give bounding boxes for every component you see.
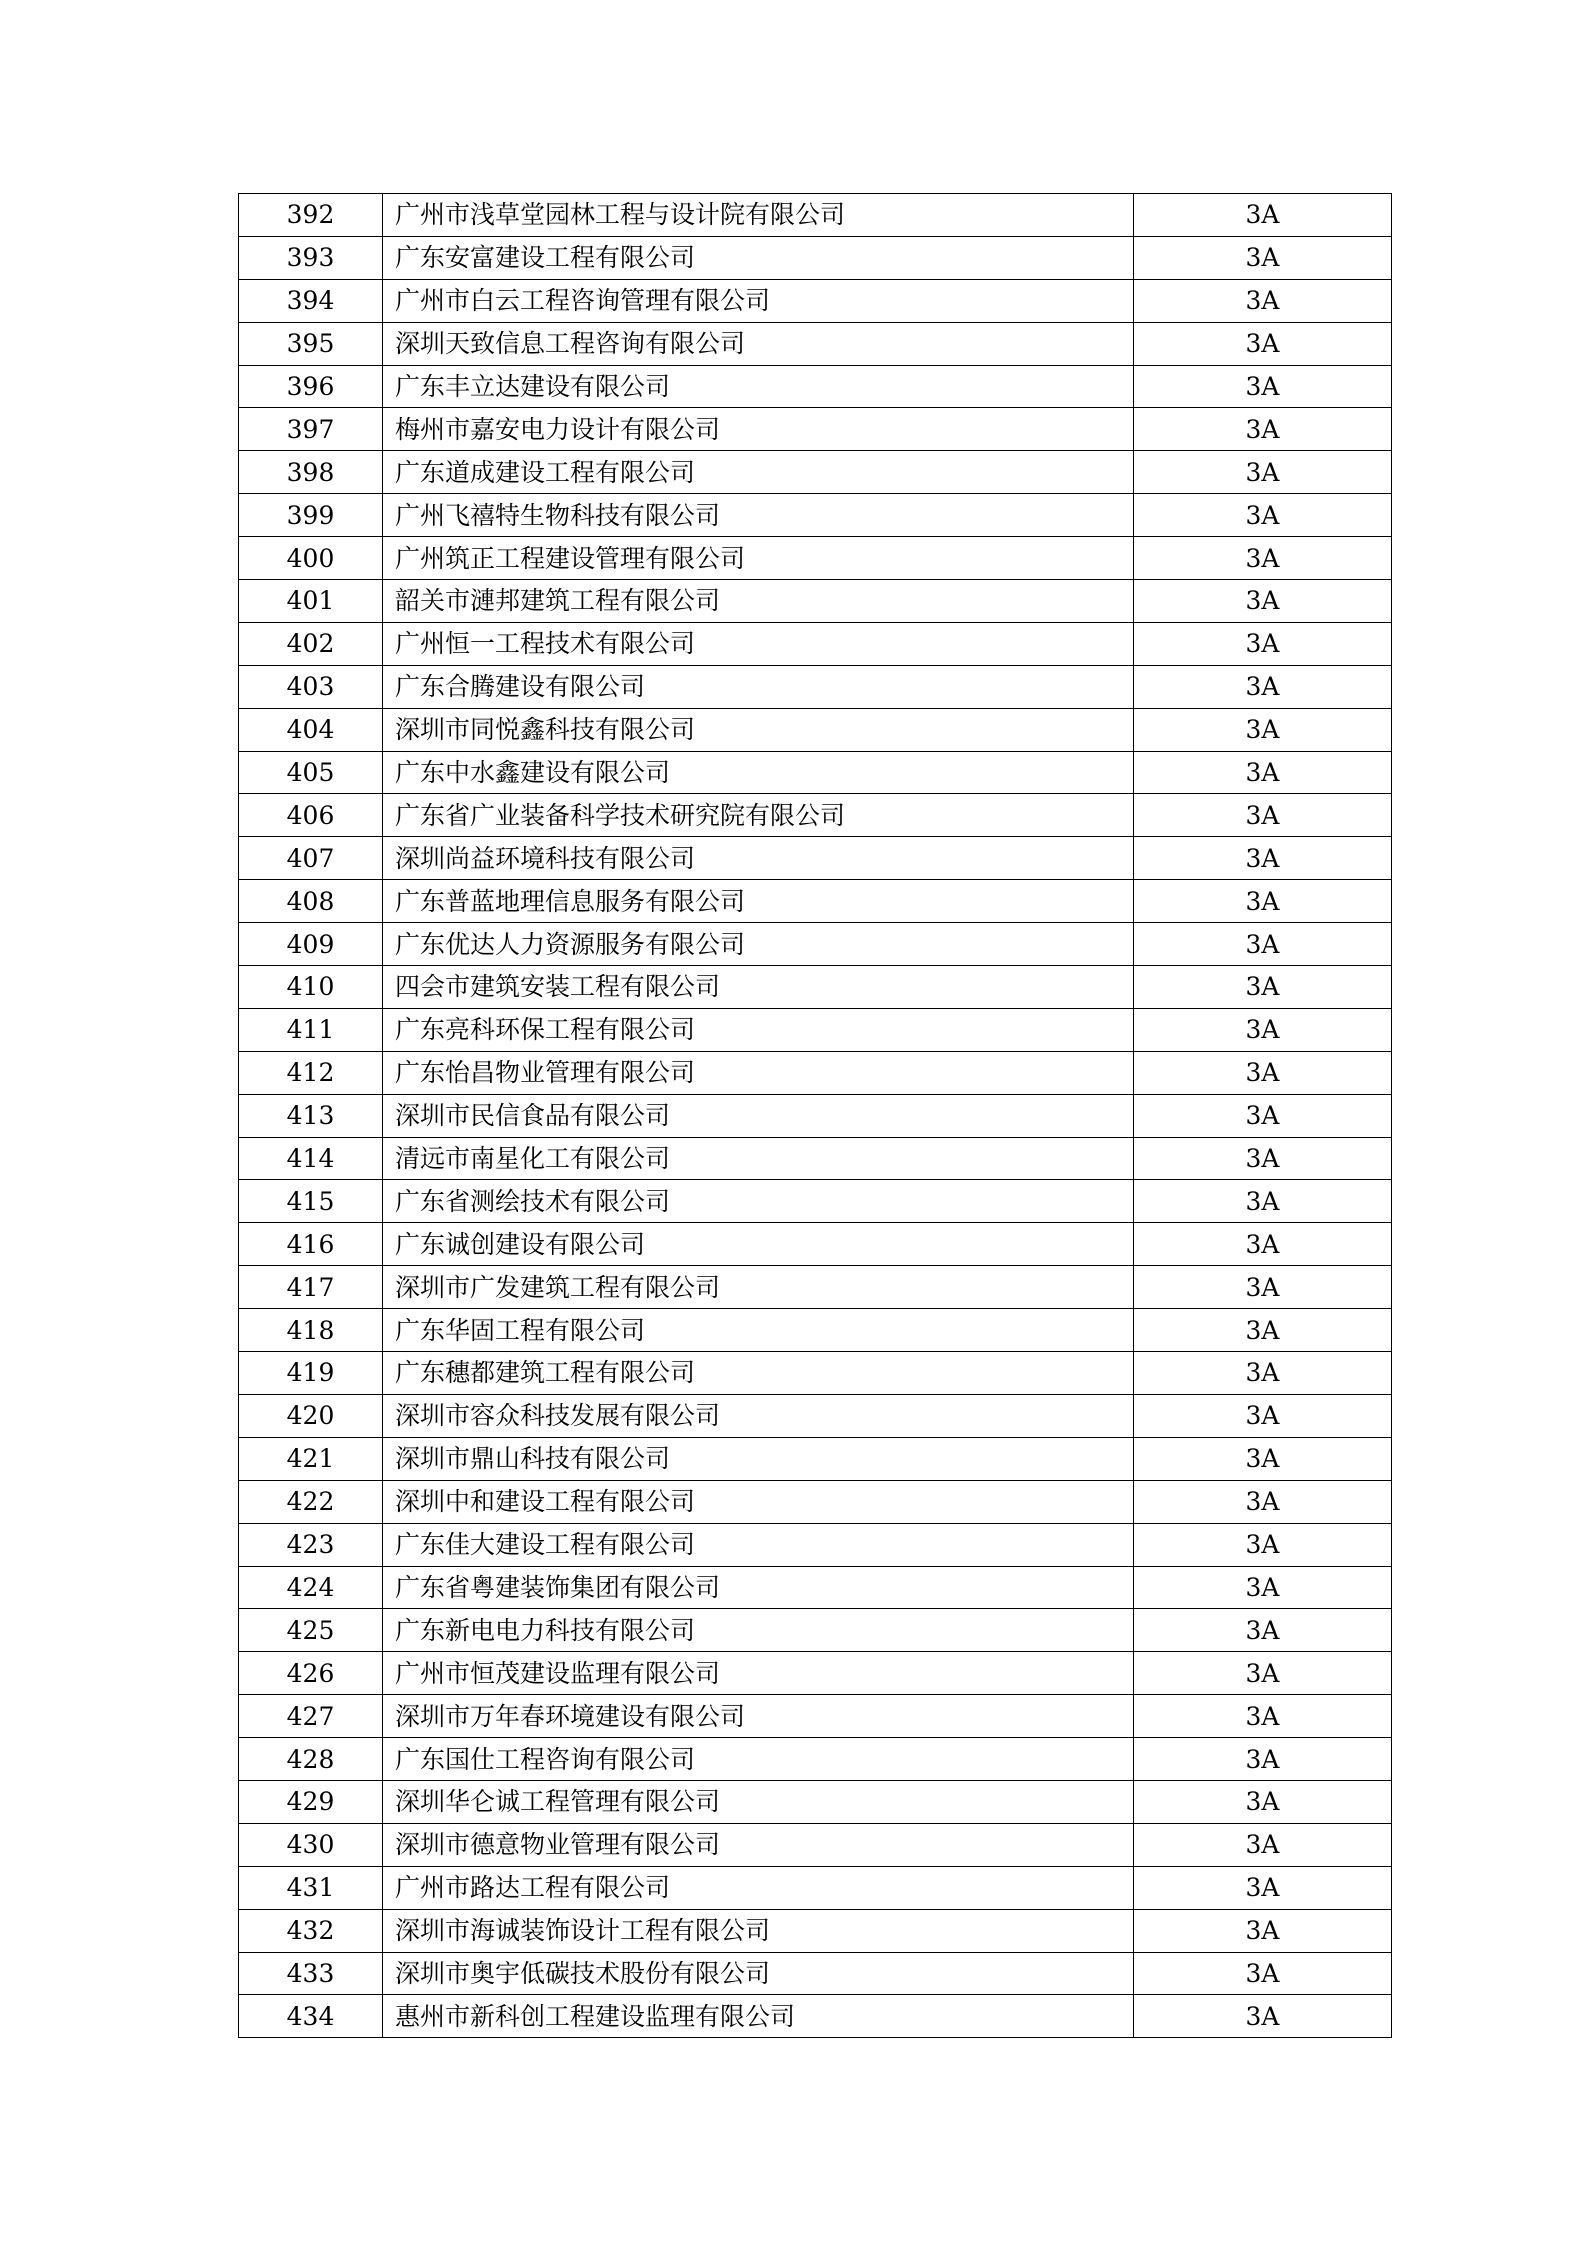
row-number-cell: 409 (239, 923, 383, 966)
rating-grade-cell: 3A (1134, 1609, 1392, 1652)
rating-grade-cell: 3A (1134, 580, 1392, 623)
row-number-cell: 421 (239, 1437, 383, 1480)
row-number-cell: 412 (239, 1051, 383, 1094)
rating-grade-cell: 3A (1134, 1866, 1392, 1909)
company-name-cell: 广州市路达工程有限公司 (383, 1866, 1134, 1909)
rating-grade-cell: 3A (1134, 966, 1392, 1009)
row-number-cell: 419 (239, 1352, 383, 1395)
table-row (239, 1051, 1392, 1094)
table-row (239, 1566, 1392, 1609)
row-number-cell: 393 (239, 236, 383, 279)
rating-grade-cell: 3A (1134, 1266, 1392, 1309)
rating-grade-cell: 3A (1134, 751, 1392, 794)
rating-grade-cell: 3A (1134, 1523, 1392, 1566)
table-row (239, 794, 1392, 837)
rating-grade-cell: 3A (1134, 1309, 1392, 1352)
rating-grade-cell: 3A (1134, 622, 1392, 665)
rating-grade-cell: 3A (1134, 1823, 1392, 1866)
row-number-cell: 417 (239, 1266, 383, 1309)
company-name-cell: 广州筑正工程建设管理有限公司 (383, 537, 1134, 580)
rating-grade-cell: 3A (1134, 1952, 1392, 1995)
company-name-cell: 深圳市容众科技发展有限公司 (383, 1394, 1134, 1437)
company-rating-table (238, 193, 1392, 2038)
row-number-cell: 415 (239, 1180, 383, 1223)
row-number-cell: 405 (239, 751, 383, 794)
company-name-cell: 广州市浅草堂园林工程与设计院有限公司 (383, 194, 1134, 237)
table-row (239, 923, 1392, 966)
company-name-cell: 深圳市万年春环境建设有限公司 (383, 1695, 1134, 1738)
table-row (239, 966, 1392, 1009)
company-name-cell: 广东穗都建筑工程有限公司 (383, 1352, 1134, 1395)
table-row (239, 451, 1392, 494)
table-row (239, 1480, 1392, 1523)
row-number-cell: 398 (239, 451, 383, 494)
row-number-cell: 392 (239, 194, 383, 237)
company-name-cell: 广东丰立达建设有限公司 (383, 365, 1134, 408)
rating-grade-cell: 3A (1134, 365, 1392, 408)
rating-grade-cell: 3A (1134, 1094, 1392, 1137)
rating-grade-cell: 3A (1134, 1652, 1392, 1695)
row-number-cell: 396 (239, 365, 383, 408)
company-name-cell: 广东佳大建设工程有限公司 (383, 1523, 1134, 1566)
table-row (239, 1266, 1392, 1309)
row-number-cell: 416 (239, 1223, 383, 1266)
row-number-cell: 423 (239, 1523, 383, 1566)
company-name-cell: 广东省测绘技术有限公司 (383, 1180, 1134, 1223)
table-row (239, 1952, 1392, 1995)
row-number-cell: 431 (239, 1866, 383, 1909)
rating-grade-cell: 3A (1134, 236, 1392, 279)
rating-grade-cell: 3A (1134, 1394, 1392, 1437)
table-row (239, 1223, 1392, 1266)
company-name-cell: 广东道成建设工程有限公司 (383, 451, 1134, 494)
company-name-cell: 广州市白云工程咨询管理有限公司 (383, 279, 1134, 322)
row-number-cell: 395 (239, 322, 383, 365)
row-number-cell: 430 (239, 1823, 383, 1866)
table-row (239, 665, 1392, 708)
company-name-cell: 广东华固工程有限公司 (383, 1309, 1134, 1352)
table-row (239, 1652, 1392, 1695)
row-number-cell: 404 (239, 708, 383, 751)
table-row (239, 1909, 1392, 1952)
table-row (239, 1738, 1392, 1781)
table-row (239, 1823, 1392, 1866)
table-row (239, 1437, 1392, 1480)
row-number-cell: 418 (239, 1309, 383, 1352)
rating-grade-cell: 3A (1134, 1566, 1392, 1609)
company-name-cell: 深圳市奥宇低碳技术股份有限公司 (383, 1952, 1134, 1995)
rating-grade-cell: 3A (1134, 923, 1392, 966)
row-number-cell: 408 (239, 880, 383, 923)
rating-grade-cell: 3A (1134, 665, 1392, 708)
row-number-cell: 397 (239, 408, 383, 451)
company-name-cell: 广东安富建设工程有限公司 (383, 236, 1134, 279)
company-name-cell: 深圳市德意物业管理有限公司 (383, 1823, 1134, 1866)
rating-grade-cell: 3A (1134, 194, 1392, 237)
company-name-cell: 广东优达人力资源服务有限公司 (383, 923, 1134, 966)
company-name-cell: 广东怡昌物业管理有限公司 (383, 1051, 1134, 1094)
company-name-cell: 深圳天致信息工程咨询有限公司 (383, 322, 1134, 365)
table-row (239, 408, 1392, 451)
rating-grade-cell: 3A (1134, 1480, 1392, 1523)
company-name-cell: 深圳市同悦鑫科技有限公司 (383, 708, 1134, 751)
table-row (239, 1995, 1392, 2038)
rating-grade-cell: 3A (1134, 1137, 1392, 1180)
table-row (239, 1180, 1392, 1223)
rating-grade-cell: 3A (1134, 1738, 1392, 1781)
rating-grade-cell: 3A (1134, 494, 1392, 537)
table-row (239, 537, 1392, 580)
table-row (239, 322, 1392, 365)
rating-grade-cell: 3A (1134, 322, 1392, 365)
row-number-cell: 426 (239, 1652, 383, 1695)
rating-grade-cell: 3A (1134, 794, 1392, 837)
rating-grade-cell: 3A (1134, 1008, 1392, 1051)
table-row (239, 1094, 1392, 1137)
row-number-cell: 400 (239, 537, 383, 580)
row-number-cell: 403 (239, 665, 383, 708)
table-row (239, 1609, 1392, 1652)
table-row (239, 279, 1392, 322)
rating-grade-cell: 3A (1134, 1352, 1392, 1395)
table-row (239, 1695, 1392, 1738)
company-name-cell: 深圳市海诚装饰设计工程有限公司 (383, 1909, 1134, 1952)
company-name-cell: 广州市恒茂建设监理有限公司 (383, 1652, 1134, 1695)
company-name-cell: 广东中水鑫建设有限公司 (383, 751, 1134, 794)
row-number-cell: 394 (239, 279, 383, 322)
company-name-cell: 广东省广业装备科学技术研究院有限公司 (383, 794, 1134, 837)
company-name-cell: 四会市建筑安装工程有限公司 (383, 966, 1134, 1009)
table-row (239, 1394, 1392, 1437)
table-row (239, 1137, 1392, 1180)
table-row (239, 580, 1392, 623)
company-name-cell: 广州恒一工程技术有限公司 (383, 622, 1134, 665)
row-number-cell: 424 (239, 1566, 383, 1609)
rating-grade-cell: 3A (1134, 1437, 1392, 1480)
rating-grade-cell: 3A (1134, 408, 1392, 451)
table-row (239, 622, 1392, 665)
rating-grade-cell: 3A (1134, 708, 1392, 751)
rating-grade-cell: 3A (1134, 1780, 1392, 1823)
row-number-cell: 432 (239, 1909, 383, 1952)
company-name-cell: 韶关市漣邦建筑工程有限公司 (383, 580, 1134, 623)
company-name-cell: 广州飞禧特生物科技有限公司 (383, 494, 1134, 537)
table-row (239, 194, 1392, 237)
company-name-cell: 深圳市广发建筑工程有限公司 (383, 1266, 1134, 1309)
row-number-cell: 429 (239, 1780, 383, 1823)
row-number-cell: 401 (239, 580, 383, 623)
table-row (239, 880, 1392, 923)
rating-grade-cell: 3A (1134, 880, 1392, 923)
company-name-cell: 广东合腾建设有限公司 (383, 665, 1134, 708)
table-row (239, 236, 1392, 279)
row-number-cell: 402 (239, 622, 383, 665)
table-row (239, 1866, 1392, 1909)
row-number-cell: 406 (239, 794, 383, 837)
rating-grade-cell: 3A (1134, 1695, 1392, 1738)
row-number-cell: 427 (239, 1695, 383, 1738)
rating-grade-cell: 3A (1134, 837, 1392, 880)
table-row (239, 494, 1392, 537)
company-name-cell: 广东省粤建装饰集团有限公司 (383, 1566, 1134, 1609)
company-name-cell: 广东新电电力科技有限公司 (383, 1609, 1134, 1652)
row-number-cell: 434 (239, 1995, 383, 2038)
row-number-cell: 428 (239, 1738, 383, 1781)
row-number-cell: 414 (239, 1137, 383, 1180)
rating-grade-cell: 3A (1134, 451, 1392, 494)
row-number-cell: 399 (239, 494, 383, 537)
company-name-cell: 广东普蓝地理信息服务有限公司 (383, 880, 1134, 923)
rating-grade-cell: 3A (1134, 279, 1392, 322)
table-row (239, 1309, 1392, 1352)
row-number-cell: 425 (239, 1609, 383, 1652)
company-name-cell: 深圳华仑诚工程管理有限公司 (383, 1780, 1134, 1823)
company-name-cell: 广东诚创建设有限公司 (383, 1223, 1134, 1266)
company-name-cell: 清远市南星化工有限公司 (383, 1137, 1134, 1180)
company-name-cell: 梅州市嘉安电力设计有限公司 (383, 408, 1134, 451)
row-number-cell: 411 (239, 1008, 383, 1051)
row-number-cell: 420 (239, 1394, 383, 1437)
company-name-cell: 惠州市新科创工程建设监理有限公司 (383, 1995, 1134, 2038)
table-row (239, 708, 1392, 751)
table-body (239, 194, 1392, 2038)
rating-grade-cell: 3A (1134, 1223, 1392, 1266)
company-name-cell: 深圳市民信食品有限公司 (383, 1094, 1134, 1137)
rating-grade-cell: 3A (1134, 1180, 1392, 1223)
company-name-cell: 广东亮科环保工程有限公司 (383, 1008, 1134, 1051)
table-row (239, 365, 1392, 408)
table-row (239, 751, 1392, 794)
row-number-cell: 410 (239, 966, 383, 1009)
rating-grade-cell: 3A (1134, 537, 1392, 580)
table-row (239, 1008, 1392, 1051)
rating-grade-cell: 3A (1134, 1051, 1392, 1094)
row-number-cell: 413 (239, 1094, 383, 1137)
company-name-cell: 广东国仕工程咨询有限公司 (383, 1738, 1134, 1781)
rating-grade-cell: 3A (1134, 1995, 1392, 2038)
table-row (239, 837, 1392, 880)
company-name-cell: 深圳市鼎山科技有限公司 (383, 1437, 1134, 1480)
row-number-cell: 433 (239, 1952, 383, 1995)
company-name-cell: 深圳中和建设工程有限公司 (383, 1480, 1134, 1523)
table-row (239, 1352, 1392, 1395)
company-name-cell: 深圳尚益环境科技有限公司 (383, 837, 1134, 880)
rating-grade-cell: 3A (1134, 1909, 1392, 1952)
table-row (239, 1523, 1392, 1566)
row-number-cell: 422 (239, 1480, 383, 1523)
table-row (239, 1780, 1392, 1823)
row-number-cell: 407 (239, 837, 383, 880)
